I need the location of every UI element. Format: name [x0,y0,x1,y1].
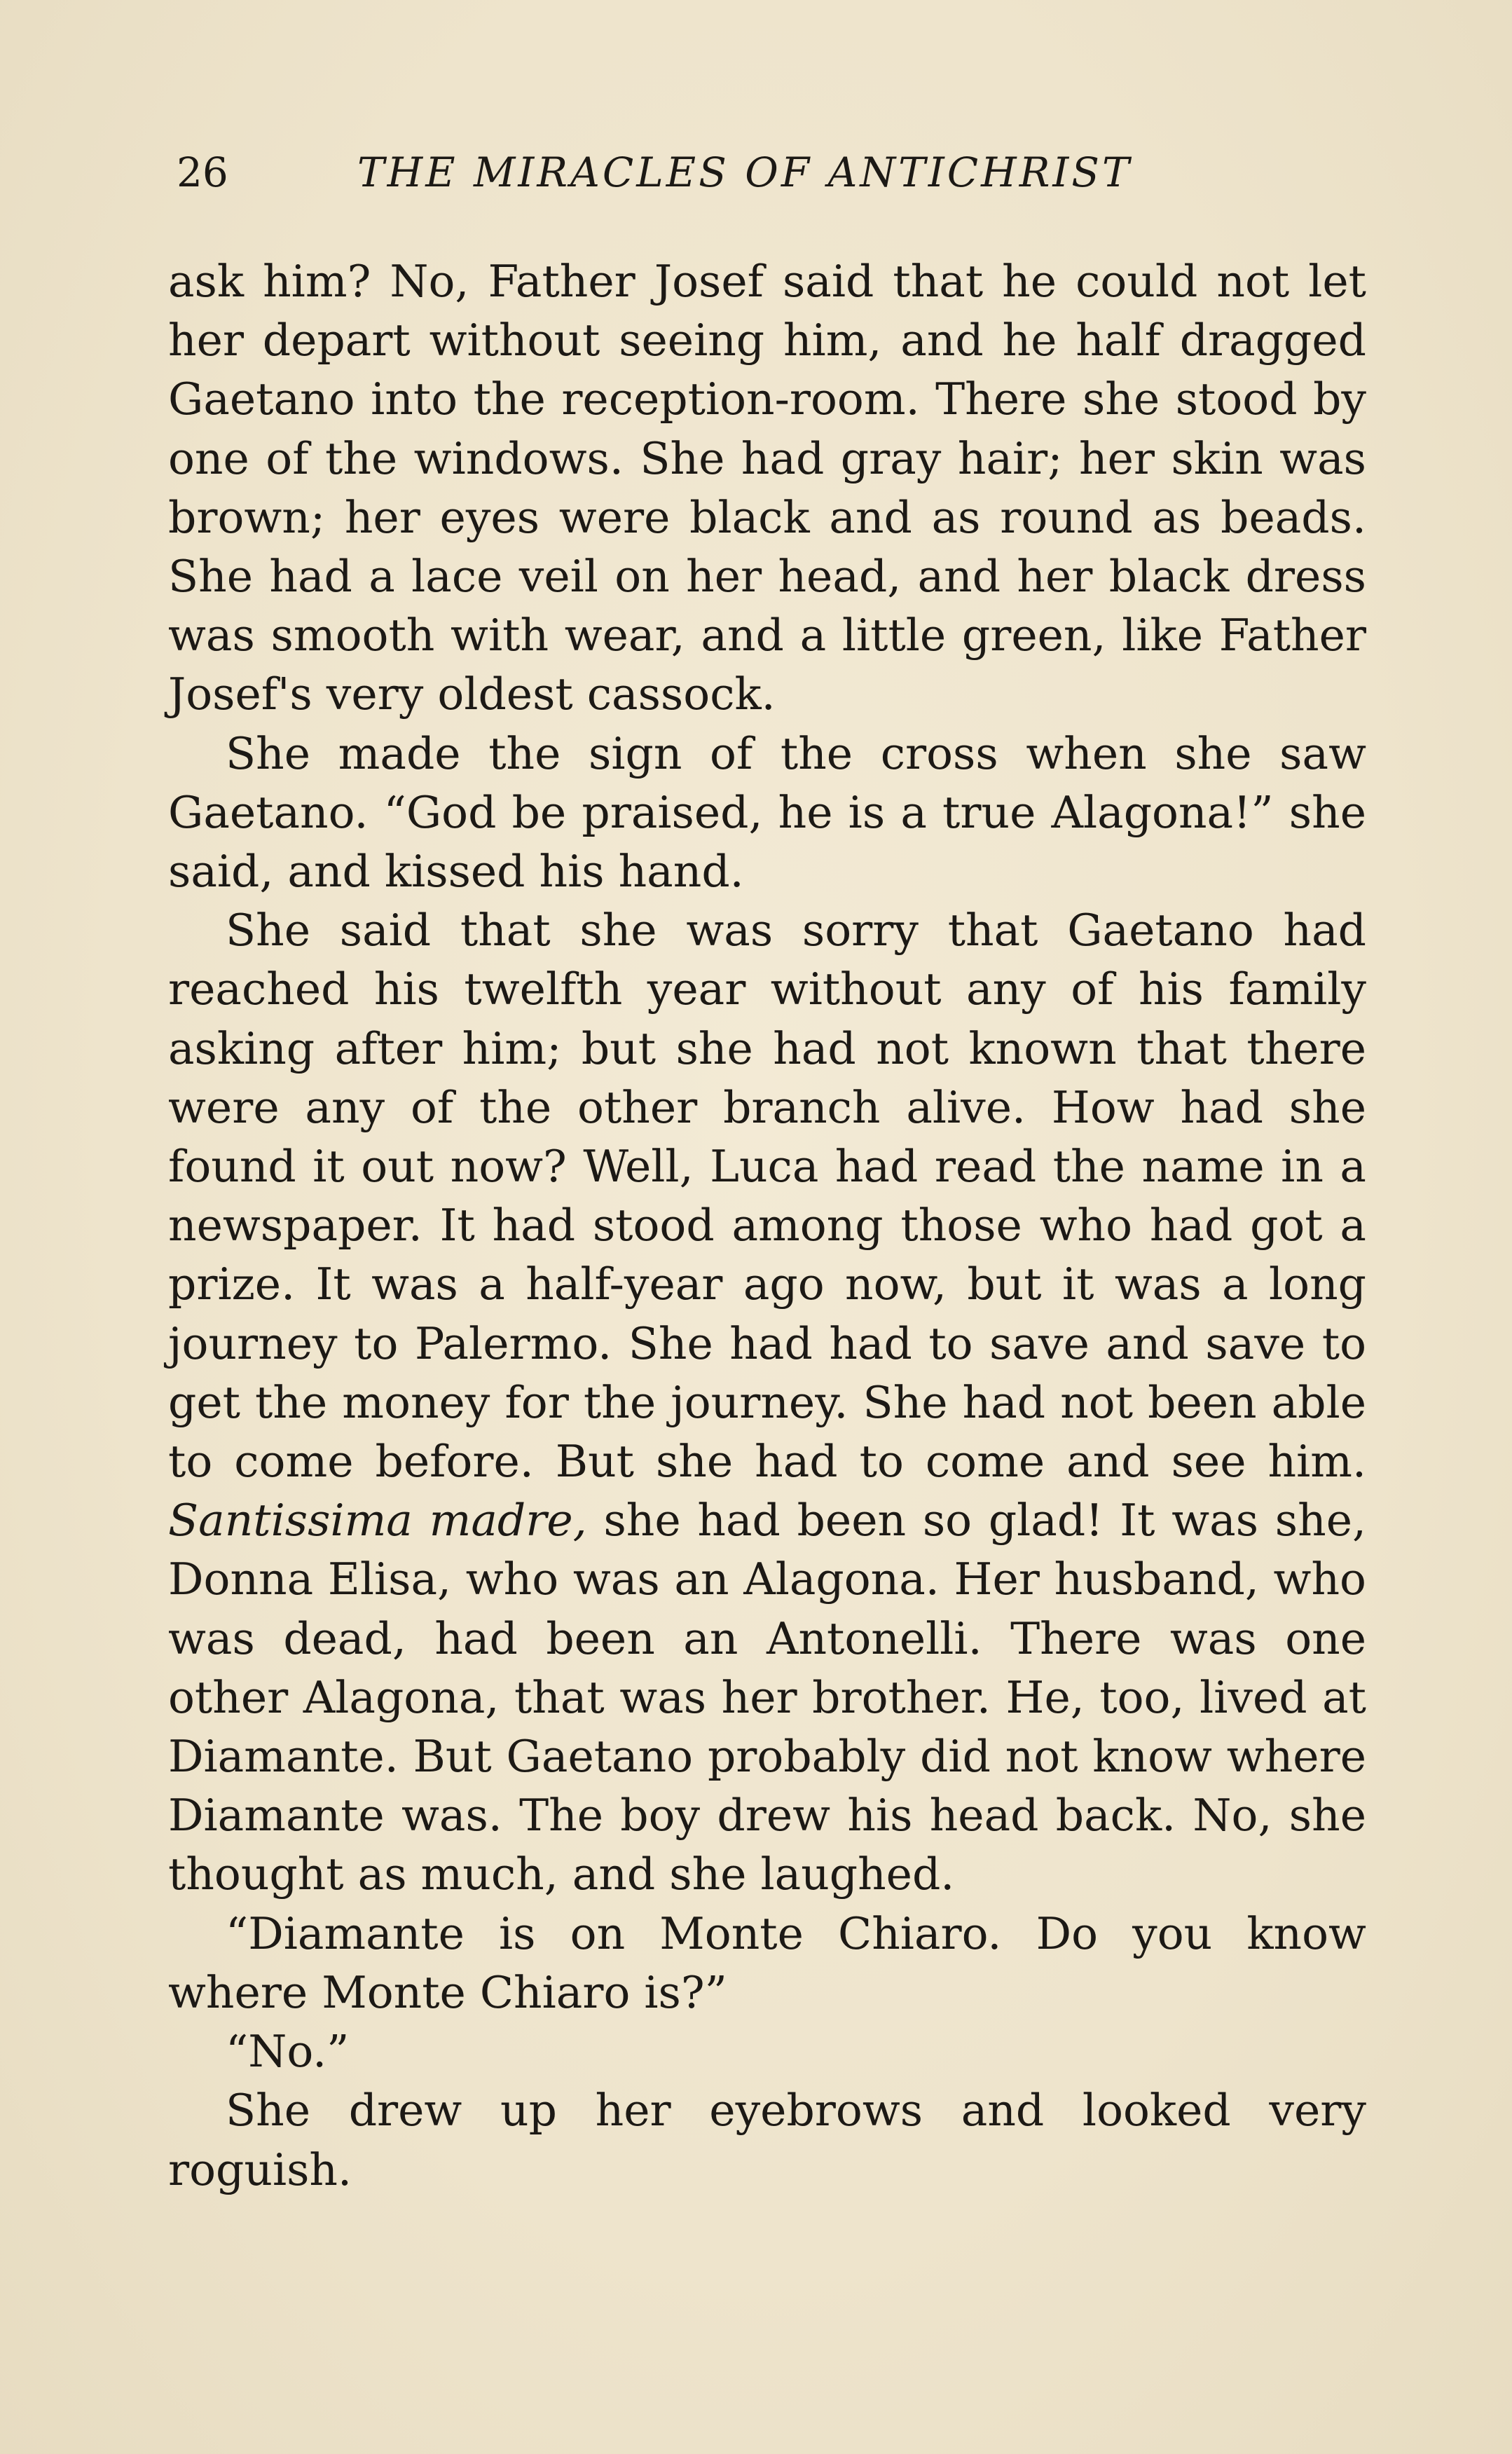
italic-phrase: Santissima madre, [168,1495,587,1547]
paragraph-donna-elisa [168,901,1366,1904]
body-text [168,252,1366,2200]
page-number: 26 [177,149,228,196]
paragraph-diamante-question: “Diamante is on Monte Chiaro. Do you know where Monte Chiaro is?” [168,1907,1366,2018]
running-title: THE MIRACLES OF ANTICHRIST [357,149,1132,196]
paragraph-eyebrows: She drew up her eyebrows and looked very roguish. [168,2085,1366,2195]
paragraph-sign-of-cross: She made the sign of the cross when she saw Gaetano. “God be praised, he is a true Alagona!” she said, and kissed his hand. [168,727,1366,898]
paragraph-no-answer: “No.” [226,2026,350,2078]
paragraph-text-before: She said that she was sorry that Gaetano had reached his twelfth year without any of his family asking after him; but she had not known that there were any of the other branch alive. How had she found it out now? Well, Luca had read the name in a newspaper. It had stood among those who had got a prize. It was a half-year ago now, but it was a long journey to Palermo. She had had to save and save to get the money for the journey. She had not been able to come before. But she had to come and see him. [168,905,1366,1488]
paragraph-text-after: she had been so glad! It was she, Donna Elisa, who was an Alagona. Her husband, who was dead, had been an Antonelli. There was one other Alagona, that was her brother. He, too, lived at Diamante. But Gaetano probably did not know where Diamante was. The boy drew his head back. No, she thought as much, and she laughed. [168,1495,1366,1900]
page-header [177,144,1358,200]
paragraph-continued: ask him? No, Father Josef said that he could not let her depart without seeing him, and he half dragged Gaetano into the reception-room. There she stood by one of the windows. She had gray hair; her skin was brown; her eyes were black and as round as beads. She had a lace veil on her head, and her black dress was smooth with wear, and a little green, like Father Josef's very oldest cassock. [168,256,1366,720]
